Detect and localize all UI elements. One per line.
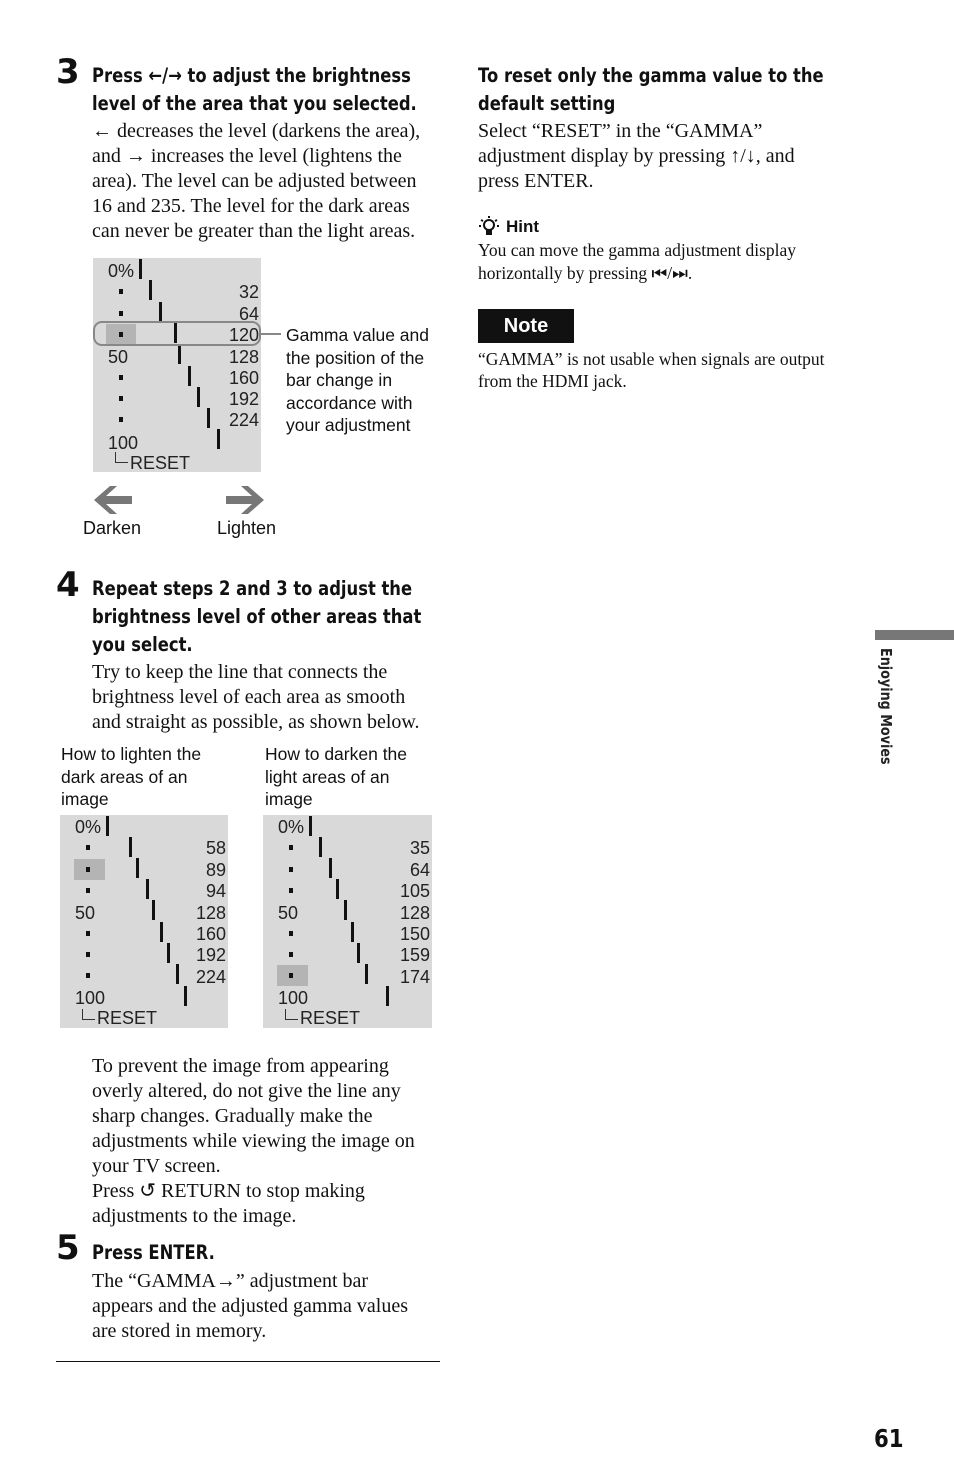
area-marker <box>119 311 123 316</box>
gamma-value: 159 <box>399 945 430 965</box>
darken-arrow-icon <box>92 484 134 516</box>
selected-row-callout-frame <box>93 321 261 346</box>
gamma-mid-label: 50 <box>108 347 129 367</box>
step-3-body-line: can never be greater than the light areas. <box>92 220 416 242</box>
gamma-value: 150 <box>399 924 430 944</box>
step-3-body <box>92 119 420 244</box>
step-3-number: 3 <box>56 52 80 92</box>
step-5-body-line: The “GAMMA→” adjustment bar <box>92 1270 369 1292</box>
gamma-bar <box>309 816 312 836</box>
chapter-tab-marker <box>875 630 954 640</box>
reset-label: RESET <box>300 1008 361 1028</box>
step-5-number: 5 <box>56 1228 80 1268</box>
gamma-bar <box>344 900 347 920</box>
gamma-bar <box>207 408 210 428</box>
caption-line: dark areas of an <box>61 766 188 787</box>
paragraph-line: adjustments to the image. <box>92 1205 297 1227</box>
gamma-value: 128 <box>195 903 226 923</box>
step-5-body <box>92 1269 408 1344</box>
paragraph-line: To prevent the image from appearing <box>92 1055 389 1077</box>
step-3-heading-line-2: level of the area that you selected. <box>92 92 417 115</box>
gamma-bar <box>386 986 389 1006</box>
gamma-bar <box>197 387 200 407</box>
step-4-heading <box>92 575 484 659</box>
gamma-bar <box>336 879 339 899</box>
gamma-bar <box>329 858 332 878</box>
gamma-value: 120 <box>228 325 259 345</box>
gamma-mid-label: 50 <box>278 903 299 923</box>
gamma-bar <box>184 986 187 1006</box>
gamma-bar <box>357 943 360 963</box>
paragraph-line: adjustments while viewing the image on <box>92 1130 415 1152</box>
caption-line: image <box>265 789 313 809</box>
note-body <box>478 348 825 392</box>
gamma-bar <box>129 837 132 857</box>
caption-line: How to darken the <box>265 744 408 764</box>
gamma-bar <box>188 366 191 386</box>
gamma-bar <box>176 964 179 984</box>
lighten-caption <box>61 743 201 811</box>
area-marker <box>119 289 123 294</box>
gamma-bar <box>167 943 170 963</box>
gamma-bottom-label: 100 <box>278 988 309 1008</box>
caption-line: image <box>61 789 109 809</box>
area-marker <box>289 931 293 936</box>
callout-line-text: accordance with <box>286 392 413 413</box>
gamma-bar <box>178 344 181 364</box>
darken-label: Darken <box>83 518 142 538</box>
gamma-bar <box>217 429 220 449</box>
step-3-body-line: area). The level can be adjusted between <box>92 170 417 192</box>
hint-body-line: horizontally by pressing ⏮/⏭. <box>478 263 693 283</box>
step-4-body-line: brightness level of each area as smooth <box>92 686 406 708</box>
gamma-bar <box>106 816 109 836</box>
reset-heading-line: default setting <box>478 92 616 115</box>
note-body-line: “GAMMA” is not usable when signals are output <box>478 349 825 369</box>
step-5-body-line: appears and the adjusted gamma values <box>92 1295 408 1317</box>
area-marker <box>119 375 123 380</box>
section-end-rule <box>56 1361 440 1362</box>
gamma-bar <box>152 900 155 920</box>
area-marker <box>289 867 293 872</box>
area-marker <box>86 888 90 893</box>
reset-body-line: Select “RESET” in the “GAMMA” <box>478 120 763 142</box>
step-4-heading-line: brightness level of other areas that <box>92 605 422 628</box>
gamma-bottom-label: 100 <box>75 988 106 1008</box>
step-5-heading: Press ENTER. <box>92 1241 215 1264</box>
gamma-callout-text <box>286 324 429 437</box>
step-4-heading-line: Repeat steps 2 and 3 to adjust the <box>92 577 413 600</box>
chapter-tab-label: Enjoying Movies <box>877 648 895 765</box>
gamma-top-label: 0% <box>108 261 135 281</box>
gamma-value: 35 <box>409 838 430 858</box>
gamma-top-label: 0% <box>75 817 102 837</box>
gamma-value: 58 <box>205 838 226 858</box>
gamma-value: 224 <box>228 410 259 430</box>
gamma-value: 94 <box>205 881 226 901</box>
callout-line <box>261 333 281 335</box>
reset-corner-glyph <box>285 1009 298 1020</box>
caption-line: How to lighten the <box>61 744 202 764</box>
gamma-bar <box>319 837 322 857</box>
gamma-bar <box>139 259 142 279</box>
note-body-line: from the HDMI jack. <box>478 371 627 391</box>
paragraph-line: your TV screen. <box>92 1155 221 1177</box>
gamma-bar <box>160 922 163 942</box>
gamma-value: 32 <box>238 282 259 302</box>
area-marker <box>86 931 90 936</box>
step-3-body-line: ← decreases the level (darkens the area), <box>92 120 421 142</box>
reset-body-line: press ENTER. <box>478 170 594 192</box>
gamma-value: 64 <box>409 860 430 880</box>
hint-title: Hint <box>506 217 540 236</box>
area-marker <box>289 888 293 893</box>
gamma-value: 174 <box>399 967 430 987</box>
reset-section-heading <box>478 62 889 118</box>
gamma-bar <box>351 922 354 942</box>
gamma-value: 192 <box>195 945 226 965</box>
gamma-value: 128 <box>399 903 430 923</box>
reset-label: RESET <box>97 1008 158 1028</box>
gamma-value: 160 <box>228 368 259 388</box>
reset-section-body <box>478 119 795 194</box>
area-marker <box>289 845 293 850</box>
gamma-value: 128 <box>228 347 259 367</box>
area-marker <box>119 417 123 422</box>
area-marker <box>86 867 90 872</box>
lighten-label: Lighten <box>217 518 277 538</box>
gamma-bar <box>365 964 368 984</box>
area-marker <box>119 396 123 401</box>
gamma-value: 105 <box>399 881 430 901</box>
reset-body-line: adjustment display by pressing ↑/↓, and <box>478 145 795 167</box>
darken-caption <box>265 743 407 811</box>
step-4-body-line: Try to keep the line that connects the <box>92 661 388 683</box>
area-marker <box>289 952 293 957</box>
gamma-value: 224 <box>195 967 226 987</box>
caption-line: light areas of an <box>265 766 390 787</box>
paragraph-line: sharp changes. Gradually make the <box>92 1105 373 1127</box>
gamma-mid-label: 50 <box>75 903 96 923</box>
reset-corner-glyph <box>115 452 128 463</box>
reset-corner-glyph <box>82 1009 95 1020</box>
paragraph-line: Press ↺ RETURN to stop making <box>92 1180 365 1202</box>
step-3-heading-line-1: Press ←/→ to adjust the brightness <box>92 64 411 87</box>
gamma-bar <box>149 280 152 300</box>
callout-line-text: bar change in <box>286 370 393 390</box>
step-5-body-line: are stored in memory. <box>92 1320 267 1342</box>
callout-line-text: Gamma value and <box>286 325 429 345</box>
area-marker <box>86 973 90 978</box>
step-4-body <box>92 660 420 735</box>
hint-body-line: You can move the gamma adjustment display <box>478 240 797 260</box>
area-marker <box>86 952 90 957</box>
gamma-bar <box>136 858 139 878</box>
lighten-arrow-icon <box>224 484 266 516</box>
step-4-after-text <box>92 1054 415 1229</box>
step-4-number: 4 <box>56 565 80 605</box>
area-marker <box>289 973 293 978</box>
gamma-value: 160 <box>195 924 226 944</box>
step-3-body-line: and → increases the level (lightens the <box>92 145 402 167</box>
page-number: 61 <box>874 1424 904 1453</box>
callout-line-text: your adjustment <box>286 415 411 435</box>
gamma-value: 89 <box>205 860 226 880</box>
paragraph-line: overly altered, do not give the line any <box>92 1080 401 1102</box>
reset-label: RESET <box>130 453 191 473</box>
gamma-bottom-label: 100 <box>108 433 139 453</box>
gamma-bar <box>146 879 149 899</box>
note-badge: Note <box>478 309 574 343</box>
gamma-bar <box>159 302 162 322</box>
callout-line-text: the position of the <box>286 347 425 368</box>
lighten-example-display <box>60 815 228 1028</box>
step-4-body-line: and straight as possible, as shown below. <box>92 711 420 733</box>
step-4-heading-line: you select. <box>92 633 193 656</box>
gamma-adjustment-display <box>93 258 261 472</box>
gamma-top-label: 0% <box>278 817 305 837</box>
hint-lightbulb-icon <box>479 216 499 238</box>
step-3-body-line: 16 and 235. The level for the dark areas <box>92 195 410 217</box>
reset-heading-line: To reset only the gamma value to the <box>478 64 824 87</box>
area-marker <box>86 845 90 850</box>
hint-body <box>478 239 796 285</box>
gamma-value: 64 <box>238 304 259 324</box>
gamma-value: 192 <box>228 389 259 409</box>
darken-example-display <box>263 815 432 1028</box>
